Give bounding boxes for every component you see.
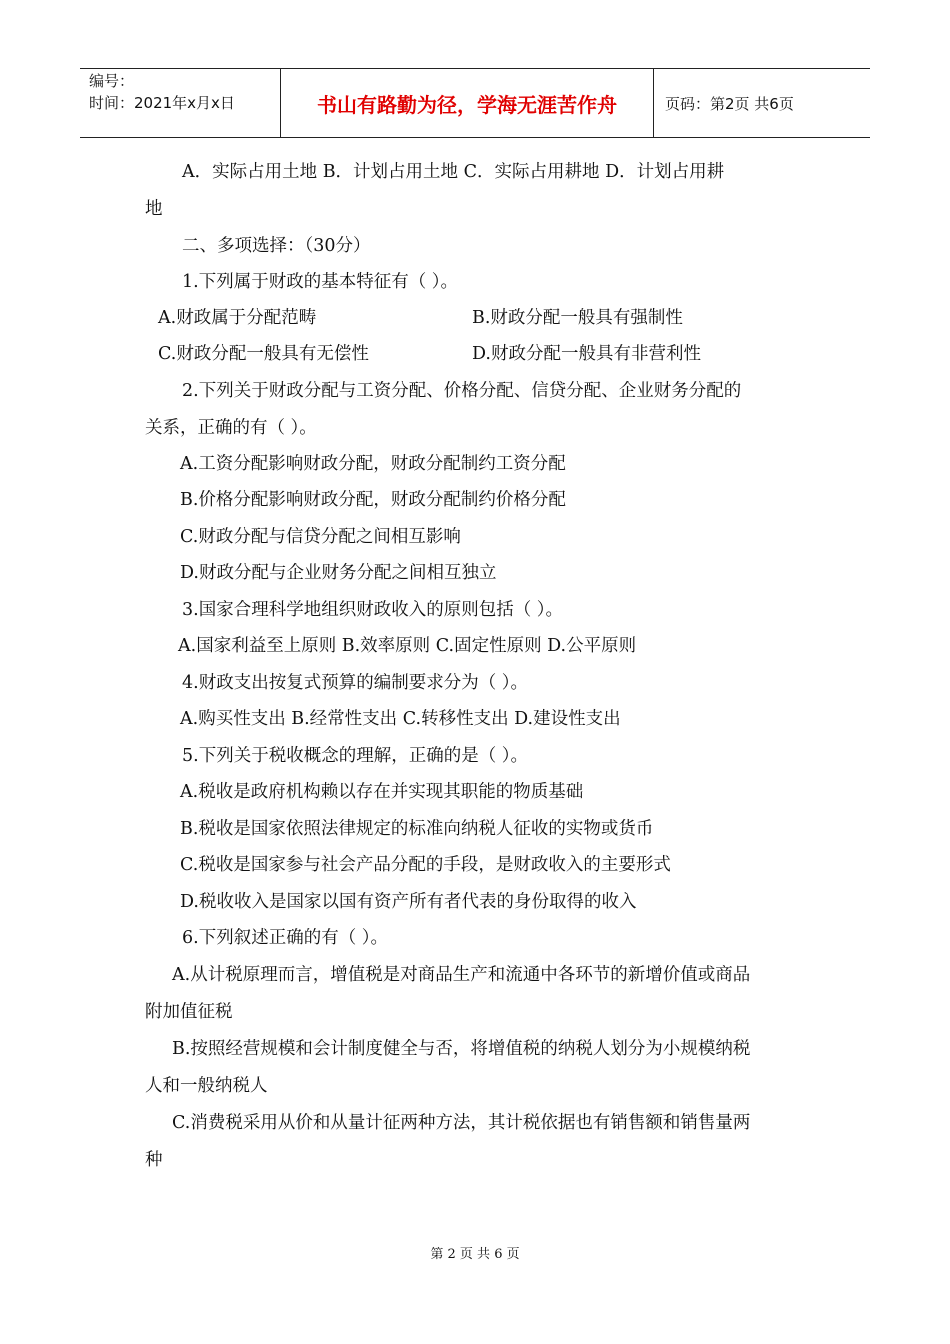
motto: 书山有路勤为径，学海无涯苦作舟 bbox=[281, 69, 654, 137]
option-continued: 人和一般纳税人 bbox=[145, 1076, 268, 1096]
section-heading: 二、多项选择：（30分） bbox=[182, 236, 371, 256]
option: D.税收收入是国家以国有资产所有者代表的身份取得的收入 bbox=[180, 892, 637, 912]
option: C.财政分配一般具有无偿性 bbox=[158, 344, 369, 364]
question: 4.财政支出按复式预算的编制要求分为（ ）。 bbox=[182, 673, 529, 693]
question: 5.下列关于税收概念的理解，正确的是（ ）。 bbox=[182, 746, 529, 766]
question: 2.下列关于财政分配与工资分配、价格分配、信贷分配、企业财务分配的 bbox=[182, 381, 742, 401]
option: B.财政分配一般具有强制性 bbox=[472, 308, 683, 328]
option: D.财政分配与企业财务分配之间相互独立 bbox=[180, 563, 497, 583]
number-label: 编号： bbox=[89, 72, 135, 90]
question: 1.下列属于财政的基本特征有（ ）。 bbox=[182, 272, 459, 292]
option: B.价格分配影响财政分配，财政分配制约价格分配 bbox=[180, 490, 566, 510]
text-line: 地 bbox=[145, 199, 163, 219]
option: C.税收是国家参与社会产品分配的手段，是财政收入的主要形式 bbox=[180, 855, 671, 875]
option-continued: 种 bbox=[145, 1150, 163, 1170]
option: B.按照经营规模和会计制度健全与否，将增值税的纳税人划分为小规模纳税 bbox=[172, 1039, 751, 1059]
option: B.税收是国家依照法律规定的标准向纳税人征收的实物或货币 bbox=[180, 819, 654, 839]
options-row: A.购买性支出 B.经常性支出 C.转移性支出 D.建设性支出 bbox=[180, 709, 621, 729]
question: 6.下列叙述正确的有（ ）。 bbox=[182, 928, 389, 948]
option: C.财政分配与信贷分配之间相互影响 bbox=[180, 527, 461, 547]
option: C.消费税采用从价和从量计征两种方法，其计税依据也有销售额和销售量两 bbox=[172, 1113, 751, 1133]
option: A.财政属于分配范畴 bbox=[158, 308, 317, 328]
page-info: 页码：第2页 共6页 bbox=[665, 95, 794, 113]
option: A.税收是政府机构赖以存在并实现其职能的物质基础 bbox=[180, 782, 584, 802]
text-line: A．实际占用土地 B．计划占用土地 C．实际占用耕地 D．计划占用耕 bbox=[182, 162, 725, 182]
option: A.从计税原理而言，增值税是对商品生产和流通中各环节的新增价值或商品 bbox=[172, 965, 751, 985]
option: D.财政分配一般具有非营利性 bbox=[472, 344, 701, 364]
question-continued: 关系，正确的有（ ）。 bbox=[145, 418, 317, 438]
option: A.工资分配影响财政分配，财政分配制约工资分配 bbox=[180, 454, 566, 474]
option-continued: 附加值征税 bbox=[145, 1002, 233, 1022]
date-label: 时间：2021年x月x日 bbox=[89, 94, 235, 112]
page-footer: 第 2 页 共 6 页 bbox=[430, 1247, 520, 1262]
page-header bbox=[80, 68, 870, 138]
question: 3.国家合理科学地组织财政收入的原则包括（ ）。 bbox=[182, 600, 564, 620]
header-meta-cell bbox=[80, 69, 281, 137]
options-row: A.国家利益至上原则 B.效率原则 C.固定性原则 D.公平原则 bbox=[178, 636, 637, 656]
